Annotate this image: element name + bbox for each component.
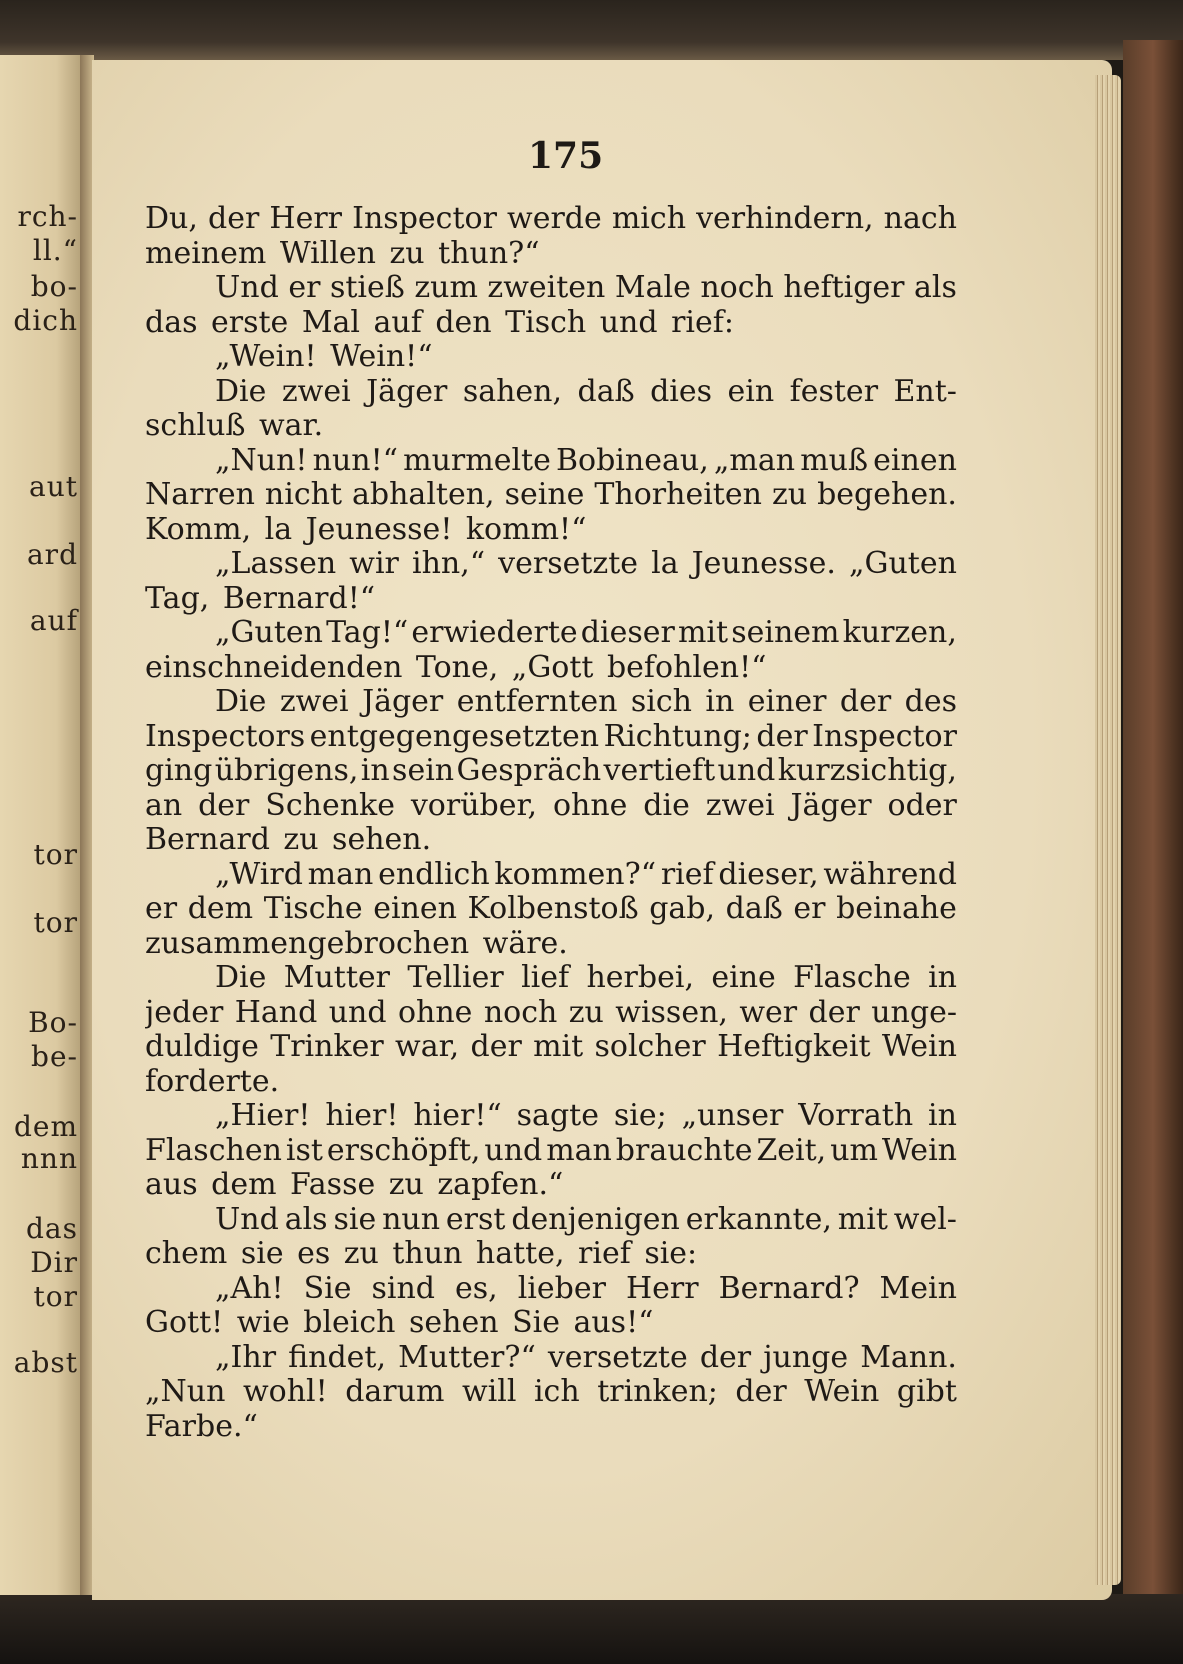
word: muß — [800, 443, 869, 478]
word: in — [928, 961, 957, 995]
word: sie — [333, 1202, 377, 1237]
word: ist — [285, 1133, 323, 1168]
text-line — [145, 1237, 957, 1272]
text-line — [145, 1203, 957, 1238]
word: noch — [483, 995, 558, 1030]
word: daß — [725, 892, 783, 926]
word: der — [839, 685, 892, 719]
word: Jäger — [362, 685, 444, 719]
word: Tone, — [415, 650, 499, 685]
word: zwei — [281, 374, 351, 409]
word: Jeunesse. — [691, 547, 836, 581]
text-line — [145, 616, 957, 651]
word: und — [328, 995, 387, 1030]
word: Die — [215, 374, 267, 409]
word: aus — [145, 1168, 198, 1202]
left-page-fragment: Dir — [30, 1246, 78, 1279]
word: es — [297, 1237, 331, 1271]
text-line — [145, 754, 957, 789]
word: ihn,“ — [411, 547, 486, 581]
text-line — [145, 478, 957, 513]
word: einer — [747, 685, 827, 719]
word: Narren — [145, 478, 255, 512]
text-line — [145, 306, 957, 341]
word: lief — [521, 961, 570, 995]
word: Mutter — [283, 961, 391, 995]
word: der — [699, 1340, 752, 1375]
text-line — [145, 513, 957, 548]
word: dies — [650, 374, 713, 409]
word: verhindern, — [696, 202, 874, 236]
word: ohne — [552, 788, 628, 823]
word: Mal — [301, 305, 361, 340]
word: Und — [215, 1202, 279, 1237]
word: sehen. — [332, 823, 432, 857]
word: darum — [345, 1375, 445, 1409]
word: wohl! — [242, 1375, 328, 1409]
word: der — [808, 995, 860, 1030]
word: kommen?“ — [494, 857, 657, 892]
word: brauchte — [615, 1133, 753, 1168]
word: werde — [507, 202, 602, 236]
word: Flaschen — [145, 1133, 282, 1168]
word: hier! — [325, 1099, 399, 1133]
word: duldige — [145, 1030, 259, 1064]
word: stieß — [329, 271, 405, 305]
word: begehen. — [817, 478, 957, 512]
word: zwei — [279, 685, 349, 719]
text-line — [145, 1306, 957, 1341]
word: kurzen, — [842, 616, 957, 650]
word: „Ah! — [215, 1271, 284, 1306]
word: der — [470, 1030, 522, 1064]
word: Hand — [234, 995, 318, 1030]
word: als — [284, 1202, 328, 1237]
word: des — [904, 685, 957, 719]
text-line — [145, 996, 957, 1031]
word: aus!“ — [573, 1306, 654, 1340]
word: in — [360, 754, 390, 788]
word: Zeit, — [756, 1133, 827, 1168]
word: nun — [382, 1202, 441, 1237]
word: la — [264, 512, 293, 547]
word: in — [928, 1099, 957, 1133]
word: Die — [215, 961, 267, 995]
word: sich — [630, 685, 692, 719]
word: war. — [258, 409, 324, 443]
word: erkannte, — [685, 1202, 832, 1237]
word: denjenigen — [511, 1202, 680, 1237]
word: zu — [568, 995, 604, 1030]
word: erste — [211, 305, 289, 340]
word: kurzsichtig, — [777, 754, 957, 788]
left-page-fragment: dich — [13, 304, 78, 337]
word: Schenke — [265, 788, 395, 823]
word: „man — [713, 443, 796, 478]
text-line — [145, 271, 957, 306]
word: zweiten — [487, 271, 606, 305]
word: man — [546, 1133, 612, 1168]
word: zusammengebrochen — [145, 926, 470, 961]
text-line — [145, 202, 957, 237]
word: Tellier — [407, 961, 504, 995]
word: endlich — [378, 857, 490, 892]
word: Kolbenstoß — [467, 892, 639, 926]
word: Fasse — [290, 1168, 376, 1202]
word: einen — [373, 892, 457, 926]
word: rief: — [671, 305, 734, 340]
word: Heftigkeit — [717, 1030, 871, 1064]
word: Inspectors — [145, 719, 306, 754]
word: es, — [455, 1271, 498, 1306]
word: komm!“ — [465, 512, 587, 547]
book-top-edge — [0, 0, 1183, 60]
word: zu — [771, 478, 808, 512]
word: als — [914, 271, 957, 305]
word: Thorheiten — [594, 478, 762, 512]
word: Inspector — [352, 202, 497, 236]
left-page-fragment: dem — [13, 1110, 78, 1143]
word: Sie — [512, 1306, 560, 1340]
page-number: 175 — [528, 135, 604, 177]
left-page-fragment: Bo- — [28, 1006, 78, 1039]
word: lieber — [517, 1271, 606, 1306]
text-line — [145, 1168, 957, 1203]
word: Male — [614, 271, 691, 305]
word: wir — [349, 547, 399, 581]
word: forderte. — [145, 1064, 280, 1099]
word: Jäger — [366, 374, 448, 409]
word: man — [307, 857, 374, 892]
word: unge- — [871, 995, 957, 1030]
word: Sie — [303, 1271, 352, 1306]
word: sehen — [409, 1306, 499, 1340]
word: oder — [887, 788, 957, 823]
word: „unser — [681, 1099, 784, 1133]
text-line — [145, 927, 957, 962]
word: Vorrath — [798, 1099, 914, 1133]
word: der — [208, 202, 260, 236]
word: Tag!“ — [326, 616, 409, 650]
word: während — [823, 857, 957, 892]
text-line — [145, 444, 957, 479]
word: bleich — [303, 1306, 396, 1340]
word: auf — [373, 305, 422, 340]
word: wie — [236, 1306, 290, 1340]
word: hier!“ — [413, 1099, 502, 1133]
word: Bobineau, — [556, 443, 709, 478]
word: „Guten — [848, 547, 957, 581]
word: befohlen!“ — [606, 650, 767, 685]
word: Bernard? — [718, 1271, 860, 1306]
word: versetzte — [498, 547, 639, 581]
word: Tische — [263, 892, 363, 926]
word: die — [643, 788, 690, 823]
text-line — [145, 237, 957, 272]
word: zu — [388, 1168, 424, 1202]
left-page-fragment: ll.“ — [32, 234, 78, 267]
word: und — [484, 1133, 543, 1168]
word: „Hier! — [215, 1099, 311, 1133]
word: ohne — [397, 995, 473, 1030]
word: vertieft — [603, 754, 716, 788]
text-line — [145, 651, 957, 686]
word: hatte, — [475, 1237, 565, 1271]
word: um — [830, 1133, 878, 1168]
word: sie; — [613, 1099, 667, 1133]
text-line — [145, 409, 957, 444]
left-page-fragment: tor — [33, 906, 78, 939]
word: sein — [392, 754, 455, 788]
word: Mann. — [860, 1340, 957, 1375]
left-page-fragment: das — [26, 1212, 78, 1245]
word: seine — [504, 478, 585, 512]
text-line — [145, 789, 957, 824]
word: zu — [389, 236, 425, 271]
word: „Wird — [215, 857, 303, 892]
word: er — [145, 892, 178, 926]
word: „Nun! — [215, 443, 308, 478]
left-page-fragment: be- — [31, 1040, 78, 1073]
word: und — [599, 305, 658, 340]
word: Tisch — [505, 305, 587, 340]
text-line — [145, 720, 957, 755]
text-line — [145, 685, 957, 720]
word: nun!“ — [312, 443, 398, 478]
word: herbei, — [586, 961, 694, 995]
word: einschneidenden — [145, 650, 403, 685]
word: noch — [700, 271, 774, 305]
word: „Guten — [215, 616, 323, 650]
word: will — [461, 1375, 517, 1409]
word: trinken; — [597, 1375, 718, 1409]
word: rief — [660, 857, 714, 892]
word: Wein — [881, 1030, 957, 1064]
word: „Wein! — [215, 340, 317, 374]
word: junge — [763, 1340, 849, 1375]
word: sie: — [644, 1237, 698, 1271]
word: dieser, — [718, 857, 819, 892]
word: Wein — [804, 1375, 880, 1409]
word: mit — [837, 1202, 888, 1237]
book-bottom-edge — [0, 1594, 1183, 1664]
left-page-fragment: ard — [26, 538, 78, 571]
word: ging — [145, 754, 213, 788]
word: „Gott — [511, 650, 594, 685]
word: la — [651, 547, 679, 581]
left-page-fragment: nnn — [20, 1142, 78, 1175]
word: mich — [611, 202, 687, 236]
word: er — [288, 271, 321, 305]
left-page-fragment: rch- — [17, 200, 78, 233]
word: jeder — [145, 995, 224, 1030]
word: abhalten, — [352, 478, 495, 512]
text-line — [145, 1341, 957, 1376]
word: sie — [240, 1237, 284, 1271]
text-line — [145, 340, 957, 375]
word: seinem — [731, 616, 840, 650]
word: der — [756, 719, 808, 754]
word: dieser — [580, 616, 675, 650]
text-line — [145, 1065, 957, 1100]
word: erwiederte — [411, 616, 578, 650]
word: daß — [577, 374, 635, 409]
word: chem — [145, 1237, 228, 1271]
word: erschöpft, — [326, 1133, 481, 1168]
word: Komm, — [145, 512, 252, 547]
word: und — [717, 754, 776, 788]
left-page-fragment: auf — [29, 604, 78, 637]
word: Willen — [279, 236, 376, 271]
text-line — [145, 547, 957, 582]
word: nach — [883, 202, 957, 236]
text-line — [145, 582, 957, 617]
word: Die — [215, 685, 267, 719]
word: rief — [578, 1237, 631, 1271]
word: ich — [533, 1375, 580, 1409]
word: vorüber, — [410, 788, 538, 823]
word: Du, — [145, 202, 198, 236]
word: „Nun — [145, 1375, 226, 1409]
text-line — [145, 1410, 957, 1445]
page-text — [145, 202, 957, 1444]
left-page-fragment: bo- — [30, 270, 78, 303]
text-line — [145, 1375, 957, 1410]
word: sagte — [516, 1099, 599, 1133]
text-line — [145, 1272, 957, 1307]
word: gibt — [896, 1375, 957, 1409]
text-line — [145, 961, 957, 996]
word: „Ihr — [215, 1340, 277, 1375]
word: zu — [343, 1237, 379, 1271]
word: wissen, — [615, 995, 728, 1030]
word: Bernard — [145, 823, 270, 857]
word: mit — [533, 1030, 584, 1064]
word: dem — [187, 892, 254, 926]
word: Flasche — [793, 961, 911, 995]
word: wäre. — [482, 926, 568, 961]
word: Ent- — [893, 374, 957, 409]
word: ein — [727, 374, 775, 409]
word: an — [145, 788, 183, 823]
word: Wein — [881, 1133, 957, 1168]
word: thun?“ — [438, 236, 540, 271]
word: in — [705, 685, 735, 719]
word: heftiger — [783, 271, 905, 305]
word: versetzte — [547, 1340, 688, 1375]
left-page-fragment: tor — [33, 1280, 78, 1313]
word: zum — [414, 271, 478, 305]
word: dem — [211, 1168, 277, 1202]
text-line — [145, 823, 957, 858]
left-page-fragment: tor — [33, 838, 78, 871]
word: sind — [371, 1271, 436, 1306]
word: Trinker — [270, 1030, 384, 1064]
word: Jeunesse! — [305, 512, 453, 547]
word: Richtung; — [603, 719, 752, 754]
word: Jäger — [790, 788, 872, 823]
word: beinahe — [836, 892, 957, 926]
word: „Lassen — [215, 547, 337, 581]
word: Mein — [879, 1271, 957, 1306]
word: meinem — [145, 236, 267, 271]
left-page-fragment: aut — [29, 470, 78, 503]
word: zwei — [705, 788, 775, 823]
word: das — [145, 305, 198, 340]
word: übrigens, — [214, 754, 359, 788]
left-page-fragment: abst — [13, 1346, 78, 1379]
word: den — [435, 305, 492, 340]
word: erst — [445, 1202, 506, 1237]
word: Wein!“ — [330, 340, 433, 374]
word: Und — [215, 271, 279, 305]
word: Farbe.“ — [145, 1409, 258, 1444]
word: Tag, — [145, 581, 210, 616]
word: schluß — [145, 409, 246, 443]
word: mit — [677, 616, 729, 650]
word: thun — [392, 1237, 463, 1271]
word: fester — [789, 374, 879, 409]
page-stack-edge — [1095, 75, 1121, 1585]
word: wel- — [893, 1202, 957, 1237]
text-line — [145, 858, 957, 893]
word: entfernten — [456, 685, 618, 719]
text-line — [145, 375, 957, 410]
word: Bernard!“ — [222, 581, 376, 616]
word: solcher — [594, 1030, 706, 1064]
word: der — [735, 1375, 787, 1409]
text-line — [145, 1134, 957, 1169]
word: entgegengesetzten — [309, 719, 600, 754]
word: Gespräch — [456, 754, 602, 788]
word: gab, — [649, 892, 716, 926]
word: Herr — [625, 1271, 699, 1306]
word: nicht — [264, 478, 343, 512]
text-line — [145, 1099, 957, 1134]
text-line — [145, 892, 957, 927]
word: zapfen.“ — [437, 1168, 564, 1202]
word: wer — [739, 995, 798, 1030]
word: war, — [395, 1030, 460, 1064]
book-cover-edge — [1123, 40, 1183, 1664]
word: Inspector — [812, 719, 957, 754]
word: Herr — [269, 202, 343, 236]
word: einen — [873, 443, 957, 478]
word: murmelte — [403, 443, 551, 478]
word: er — [793, 892, 826, 926]
word: Mutter?“ — [398, 1340, 536, 1375]
text-line — [145, 1030, 957, 1065]
word: findet, — [288, 1340, 387, 1375]
word: Gott! — [145, 1306, 224, 1340]
word: sahen, — [462, 374, 563, 409]
word: eine — [711, 961, 776, 995]
word: der — [198, 788, 250, 823]
word: zu — [283, 823, 319, 857]
